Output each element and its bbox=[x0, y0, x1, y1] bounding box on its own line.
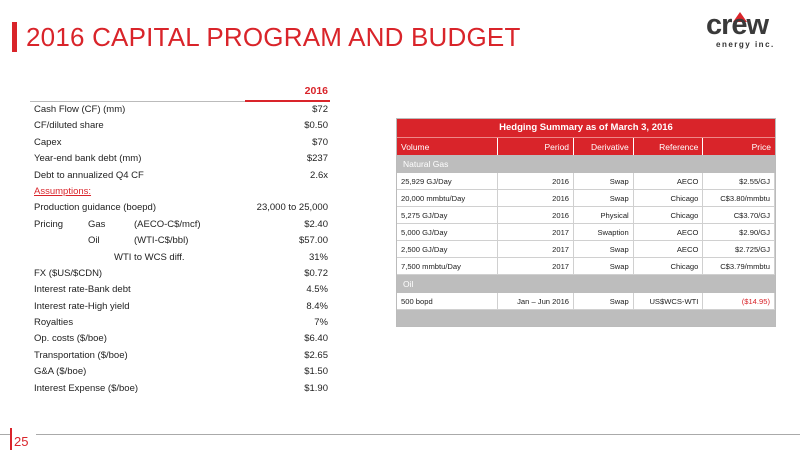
column-header: Reference bbox=[634, 138, 704, 155]
row-label: Debt to annualized Q4 CF bbox=[34, 169, 144, 181]
hedging-footer bbox=[397, 310, 775, 326]
pricing-label: Pricing bbox=[34, 218, 64, 230]
budget-table bbox=[30, 82, 330, 397]
budget-row bbox=[30, 315, 330, 331]
row-value: $57.00 bbox=[298, 235, 328, 247]
row-label: G&A ($/boe) bbox=[34, 366, 87, 378]
row-label: Year-end bank debt (mm) bbox=[34, 153, 142, 165]
row-label: Capex bbox=[34, 136, 62, 148]
table-cell: Swap bbox=[574, 258, 634, 274]
row-value: 8.4% bbox=[306, 300, 328, 312]
budget-row bbox=[30, 282, 330, 298]
row-value: 31% bbox=[308, 251, 328, 263]
natural-gas-section: Natural Gas bbox=[397, 155, 775, 173]
hedging-table bbox=[396, 118, 776, 327]
row-label: Interest Expense ($/boe) bbox=[34, 382, 139, 394]
table-cell: $2.55/GJ bbox=[703, 173, 775, 189]
oil-label: Oil bbox=[88, 235, 100, 247]
row-label: CF/diluted share bbox=[34, 120, 104, 132]
footer-rule bbox=[0, 434, 800, 435]
row-value: $0.50 bbox=[304, 120, 328, 132]
table-cell: 5,000 GJ/Day bbox=[397, 224, 498, 240]
table-cell: AECO bbox=[634, 173, 704, 189]
table-row bbox=[397, 293, 775, 310]
table-cell: C$3.80/mmbtu bbox=[703, 190, 775, 206]
row-value: $72 bbox=[312, 104, 328, 115]
table-cell: 2017 bbox=[498, 258, 574, 274]
gas-unit: (AECO-C$/mcf) bbox=[134, 218, 201, 230]
table-cell: 2,500 GJ/Day bbox=[397, 241, 498, 257]
table-cell: Swaption bbox=[574, 224, 634, 240]
row-label: Op. costs ($/boe) bbox=[34, 333, 107, 345]
table-cell: 20,000 mmbtu/Day bbox=[397, 190, 498, 206]
gas-rows bbox=[397, 173, 775, 275]
row-label: Interest rate-Bank debt bbox=[34, 284, 131, 296]
table-row bbox=[397, 241, 775, 258]
table-cell: Swap bbox=[574, 173, 634, 189]
pricing-wcs-row bbox=[30, 250, 330, 266]
table-row bbox=[397, 207, 775, 224]
pricing-gas-row bbox=[30, 217, 330, 233]
row-value: $2.40 bbox=[304, 218, 328, 230]
table-cell: 2016 bbox=[498, 190, 574, 206]
table-cell: Chicago bbox=[634, 258, 704, 274]
row-value: $6.40 bbox=[304, 333, 328, 345]
budget-row bbox=[30, 331, 330, 347]
title-accent-bar bbox=[12, 22, 17, 52]
table-cell: 2017 bbox=[498, 224, 574, 240]
row-value: $2.65 bbox=[304, 349, 328, 361]
column-header: Period bbox=[498, 138, 574, 155]
table-cell: 5,275 GJ/Day bbox=[397, 207, 498, 223]
row-value: 4.5% bbox=[306, 284, 328, 296]
table-cell: AECO bbox=[634, 224, 704, 240]
budget-row bbox=[30, 118, 330, 134]
budget-row bbox=[30, 299, 330, 315]
table-cell: 7,500 mmbtu/Day bbox=[397, 258, 498, 274]
table-cell: Swap bbox=[574, 293, 634, 309]
table-cell: Swap bbox=[574, 190, 634, 206]
oil-section: Oil bbox=[397, 275, 775, 293]
table-cell: Chicago bbox=[634, 190, 704, 206]
logo-word: crew bbox=[706, 9, 769, 41]
table-cell: 2016 bbox=[498, 207, 574, 223]
oil-unit: (WTI-C$/bbl) bbox=[134, 235, 189, 247]
table-cell: Chicago bbox=[634, 207, 704, 223]
wcs-label: WTI to WCS diff. bbox=[114, 251, 185, 263]
table-cell: 500 bopd bbox=[397, 293, 498, 309]
assumptions-heading-row bbox=[30, 184, 330, 200]
budget-row bbox=[30, 348, 330, 364]
budget-row bbox=[30, 168, 330, 184]
budget-row bbox=[30, 102, 330, 118]
row-label: Interest rate-High yield bbox=[34, 300, 130, 312]
hedging-column-headers bbox=[397, 137, 775, 155]
budget-row bbox=[30, 200, 330, 216]
slide-title: 2016 CAPITAL PROGRAM AND BUDGET bbox=[26, 22, 521, 52]
row-label: Cash Flow (CF) (mm) bbox=[34, 104, 126, 115]
column-header: Price bbox=[751, 142, 772, 152]
row-label: FX ($US/$CDN) bbox=[34, 267, 103, 279]
table-row bbox=[397, 224, 775, 241]
gas-label: Gas bbox=[88, 218, 106, 230]
row-value: $1.50 bbox=[304, 366, 328, 378]
row-label: Transportation ($/boe) bbox=[34, 349, 128, 361]
table-cell: C$3.70/GJ bbox=[703, 207, 775, 223]
assumptions-heading: Assumptions: bbox=[34, 185, 92, 197]
table-cell: ($14.95) bbox=[703, 293, 775, 309]
logo-subtitle: energy inc. bbox=[716, 40, 775, 49]
row-label: Production guidance (boepd) bbox=[34, 202, 157, 214]
table-cell: 2017 bbox=[498, 241, 574, 257]
table-row bbox=[397, 173, 775, 190]
row-value: $0.72 bbox=[304, 267, 328, 279]
hedging-title: Hedging Summary as of March 3, 2016 bbox=[397, 119, 775, 137]
column-header: Derivative bbox=[574, 138, 634, 155]
table-cell: Physical bbox=[574, 207, 634, 223]
row-value: 7% bbox=[314, 317, 328, 329]
budget-row bbox=[30, 135, 330, 151]
crew-logo bbox=[706, 10, 788, 52]
budget-row bbox=[30, 364, 330, 380]
row-value: $237 bbox=[306, 153, 328, 165]
table-cell: US$WCS-WTI bbox=[634, 293, 704, 309]
page-number-accent bbox=[10, 428, 12, 450]
row-value: $70 bbox=[312, 136, 328, 148]
budget-header bbox=[30, 82, 330, 102]
table-cell: $2.725/GJ bbox=[703, 241, 775, 257]
row-value: $1.90 bbox=[304, 382, 328, 394]
row-value: 23,000 to 25,000 bbox=[256, 202, 328, 214]
table-cell: $2.90/GJ bbox=[703, 224, 775, 240]
table-cell: C$3.79/mmbtu bbox=[703, 258, 775, 274]
budget-row bbox=[30, 151, 330, 167]
oil-rows bbox=[397, 293, 775, 310]
table-cell: 2016 bbox=[498, 173, 574, 189]
pricing-oil-row bbox=[30, 233, 330, 249]
table-cell: Jan – Jun 2016 bbox=[498, 293, 574, 309]
column-header: Volume bbox=[397, 138, 498, 155]
table-row bbox=[397, 190, 775, 207]
budget-row bbox=[30, 266, 330, 282]
budget-year-header: 2016 bbox=[304, 85, 328, 97]
row-label: Royalties bbox=[34, 317, 74, 329]
table-cell: 25,929 GJ/Day bbox=[397, 173, 498, 189]
table-cell: AECO bbox=[634, 241, 704, 257]
budget-row bbox=[30, 381, 330, 397]
row-value: 2.6x bbox=[310, 169, 328, 181]
table-cell: Swap bbox=[574, 241, 634, 257]
table-row bbox=[397, 258, 775, 275]
page-number: 25 bbox=[14, 434, 29, 449]
